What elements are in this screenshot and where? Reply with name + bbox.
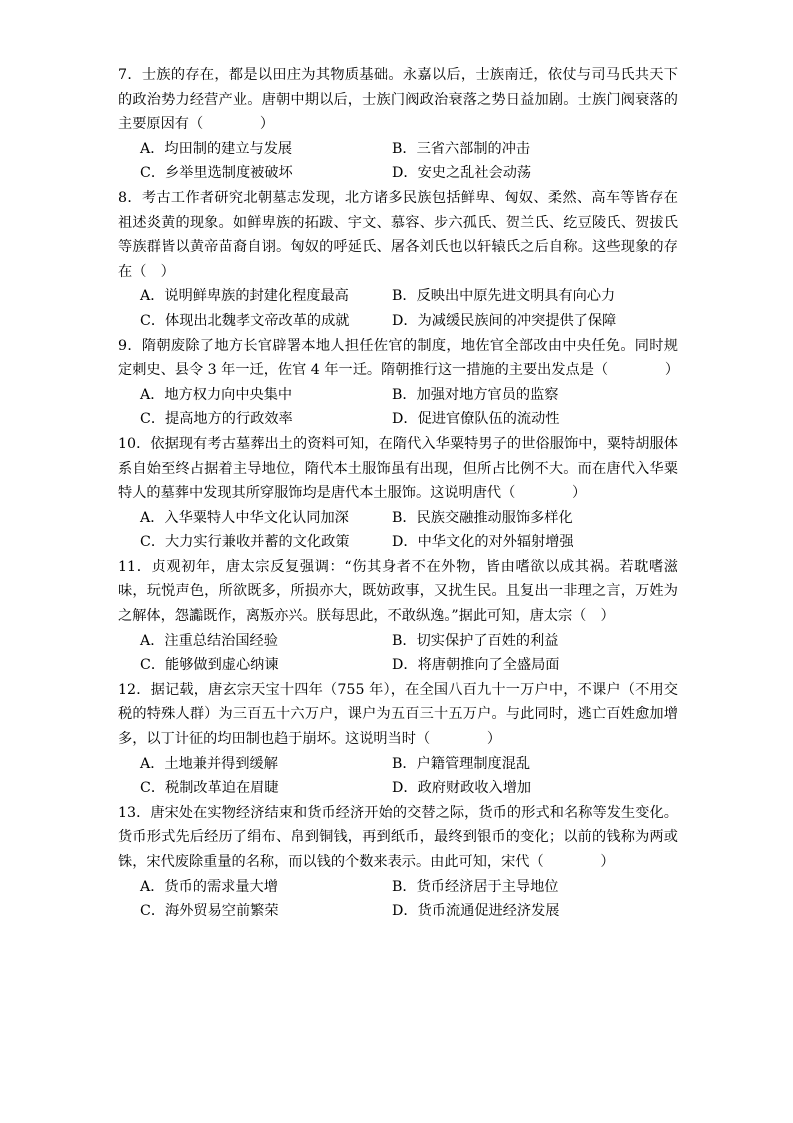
question-stem: 7．士族的存在，都是以田庄为其物质基础。永嘉以后，士族南迁，依仗与司马氏共天下的政治势力经营产业。唐朝中期以后，士族门阀政治衰落之势日益加剧。士族门阀衰落的主要原因有（ ） bbox=[118, 67, 678, 133]
option-a[interactable]: A．货币的需求量大增 bbox=[140, 878, 278, 895]
question-12 bbox=[118, 678, 678, 801]
question-7 bbox=[118, 63, 678, 186]
option-c[interactable]: C．税制改革迫在眉睫 bbox=[140, 780, 279, 797]
exam-page bbox=[118, 63, 678, 924]
option-c[interactable]: C．体现出北魏孝文帝改革的成就 bbox=[140, 312, 350, 329]
question-10 bbox=[118, 432, 678, 555]
option-a[interactable]: A．地方权力向中央集中 bbox=[140, 386, 293, 403]
option-b[interactable]: B．户籍管理制度混乱 bbox=[392, 755, 531, 772]
option-b[interactable]: B．切实保护了百姓的利益 bbox=[392, 632, 559, 649]
option-a[interactable]: A．说明鲜卑族的封建化程度最高 bbox=[140, 288, 349, 305]
option-c[interactable]: C．乡举里选制度被破坏 bbox=[140, 165, 293, 182]
answer-options bbox=[118, 752, 678, 801]
option-d[interactable]: D．中华文化的对外辐射增强 bbox=[392, 534, 574, 551]
option-d[interactable]: D．为减缓民族间的冲突提供了保障 bbox=[392, 312, 617, 329]
question-13 bbox=[118, 801, 678, 924]
answer-options bbox=[118, 284, 678, 333]
option-a[interactable]: A．注重总结治国经验 bbox=[140, 632, 278, 649]
question-8 bbox=[118, 186, 678, 334]
question-11 bbox=[118, 555, 678, 678]
question-stem: 9．隋朝废除了地方长官辟署本地人担任佐官的制度，地佐官全部改由中央任免。同时规定刺史、县令 3 年一迁，佐官 4 年一迁。隋朝推行这一措施的主要出发点是（ ） bbox=[118, 337, 680, 379]
option-b[interactable]: B．民族交融推动服饰多样化 bbox=[392, 509, 573, 526]
option-a[interactable]: A．入华粟特人中华文化认同加深 bbox=[140, 509, 349, 526]
answer-options bbox=[118, 629, 678, 678]
option-d[interactable]: D．促进官僚队伍的流动性 bbox=[392, 411, 560, 428]
option-c[interactable]: C．大力实行兼收并蓄的文化政策 bbox=[140, 534, 350, 551]
option-b[interactable]: B．货币经济居于主导地位 bbox=[392, 878, 559, 895]
option-a[interactable]: A．土地兼并得到缓解 bbox=[140, 755, 278, 772]
option-b[interactable]: B．反映出中原先进文明具有向心力 bbox=[392, 288, 616, 305]
option-d[interactable]: D．货币流通促进经济发展 bbox=[392, 903, 560, 920]
answer-options bbox=[118, 137, 678, 186]
option-b[interactable]: B．三省六部制的冲击 bbox=[392, 140, 531, 157]
question-9 bbox=[118, 334, 678, 432]
option-a[interactable]: A．均田制的建立与发展 bbox=[140, 140, 293, 157]
option-c[interactable]: C．能够做到虚心纳谏 bbox=[140, 657, 279, 674]
question-stem: 12．据记载，唐玄宗天宝十四年（755 年），在全国八百九十一万户中，不课户（不用交税的特殊人群）为三百五十六万户，课户为五百三十五万户。与此同时，逃亡百姓愈加增多，以丁计征的均田制也趋于崩坏。这说明当时（ ） bbox=[118, 681, 678, 748]
question-stem: 11．贞观初年，唐太宗反复强调：“伤其身者不在外物，皆由嗜欲以成其祸。若耽嗜滋味，玩悦声色，所欲既多，所损亦大，既妨政事，又扰生民。且复出一非理之言，万姓为之解体，怨讟既作，离叛亦兴。朕每思此，不敢纵逸。”据此可知，唐太宗（ ） bbox=[118, 558, 678, 625]
option-b[interactable]: B．加强对地方官员的监察 bbox=[392, 386, 559, 403]
question-stem: 13．唐宋处在实物经济结束和货币经济开始的交替之际，货币的形式和名称等发生变化。货币形式先后经历了绢布、帛到铜钱，再到纸币，最终到银币的变化；以前的钱称为两或铢，宋代废除重量的名称，而以钱的个数来表示。由此可知，宋代（ ） bbox=[118, 804, 678, 870]
question-stem: 10．依据现有考古墓葬出土的资料可知，在隋代入华粟特男子的世俗服饰中，粟特胡服体系自始至终占据着主导地位，隋代本土服饰虽有出现，但所占比例不大。而在唐代入华粟特人的墓葬中发现其所穿服饰均是唐代本土服饰。这说明唐代（ ） bbox=[118, 435, 678, 502]
option-c[interactable]: C．海外贸易空前繁荣 bbox=[140, 903, 279, 920]
option-d[interactable]: D．安史之乱社会动荡 bbox=[392, 165, 532, 182]
option-d[interactable]: D．将唐朝推向了全盛局面 bbox=[392, 657, 560, 674]
question-stem: 8．考古工作者研究北朝墓志发现，北方诸多民族包括鲜卑、匈奴、柔然、高车等皆存在祖述炎黄的现象。如鲜卑族的拓跋、宇文、慕容、步六孤氏、贺兰氏、纥豆陵氏、贺拔氏等族群皆以黄帝苗裔自诩。匈奴的呼延氏、屠各刘氏也以轩辕氏之后自称。这些现象的存在（ ） bbox=[118, 189, 678, 280]
answer-options bbox=[118, 383, 678, 432]
option-c[interactable]: C．提高地方的行政效率 bbox=[140, 411, 293, 428]
option-d[interactable]: D．政府财政收入增加 bbox=[392, 780, 532, 797]
answer-options bbox=[118, 875, 678, 924]
answer-options bbox=[118, 506, 678, 555]
